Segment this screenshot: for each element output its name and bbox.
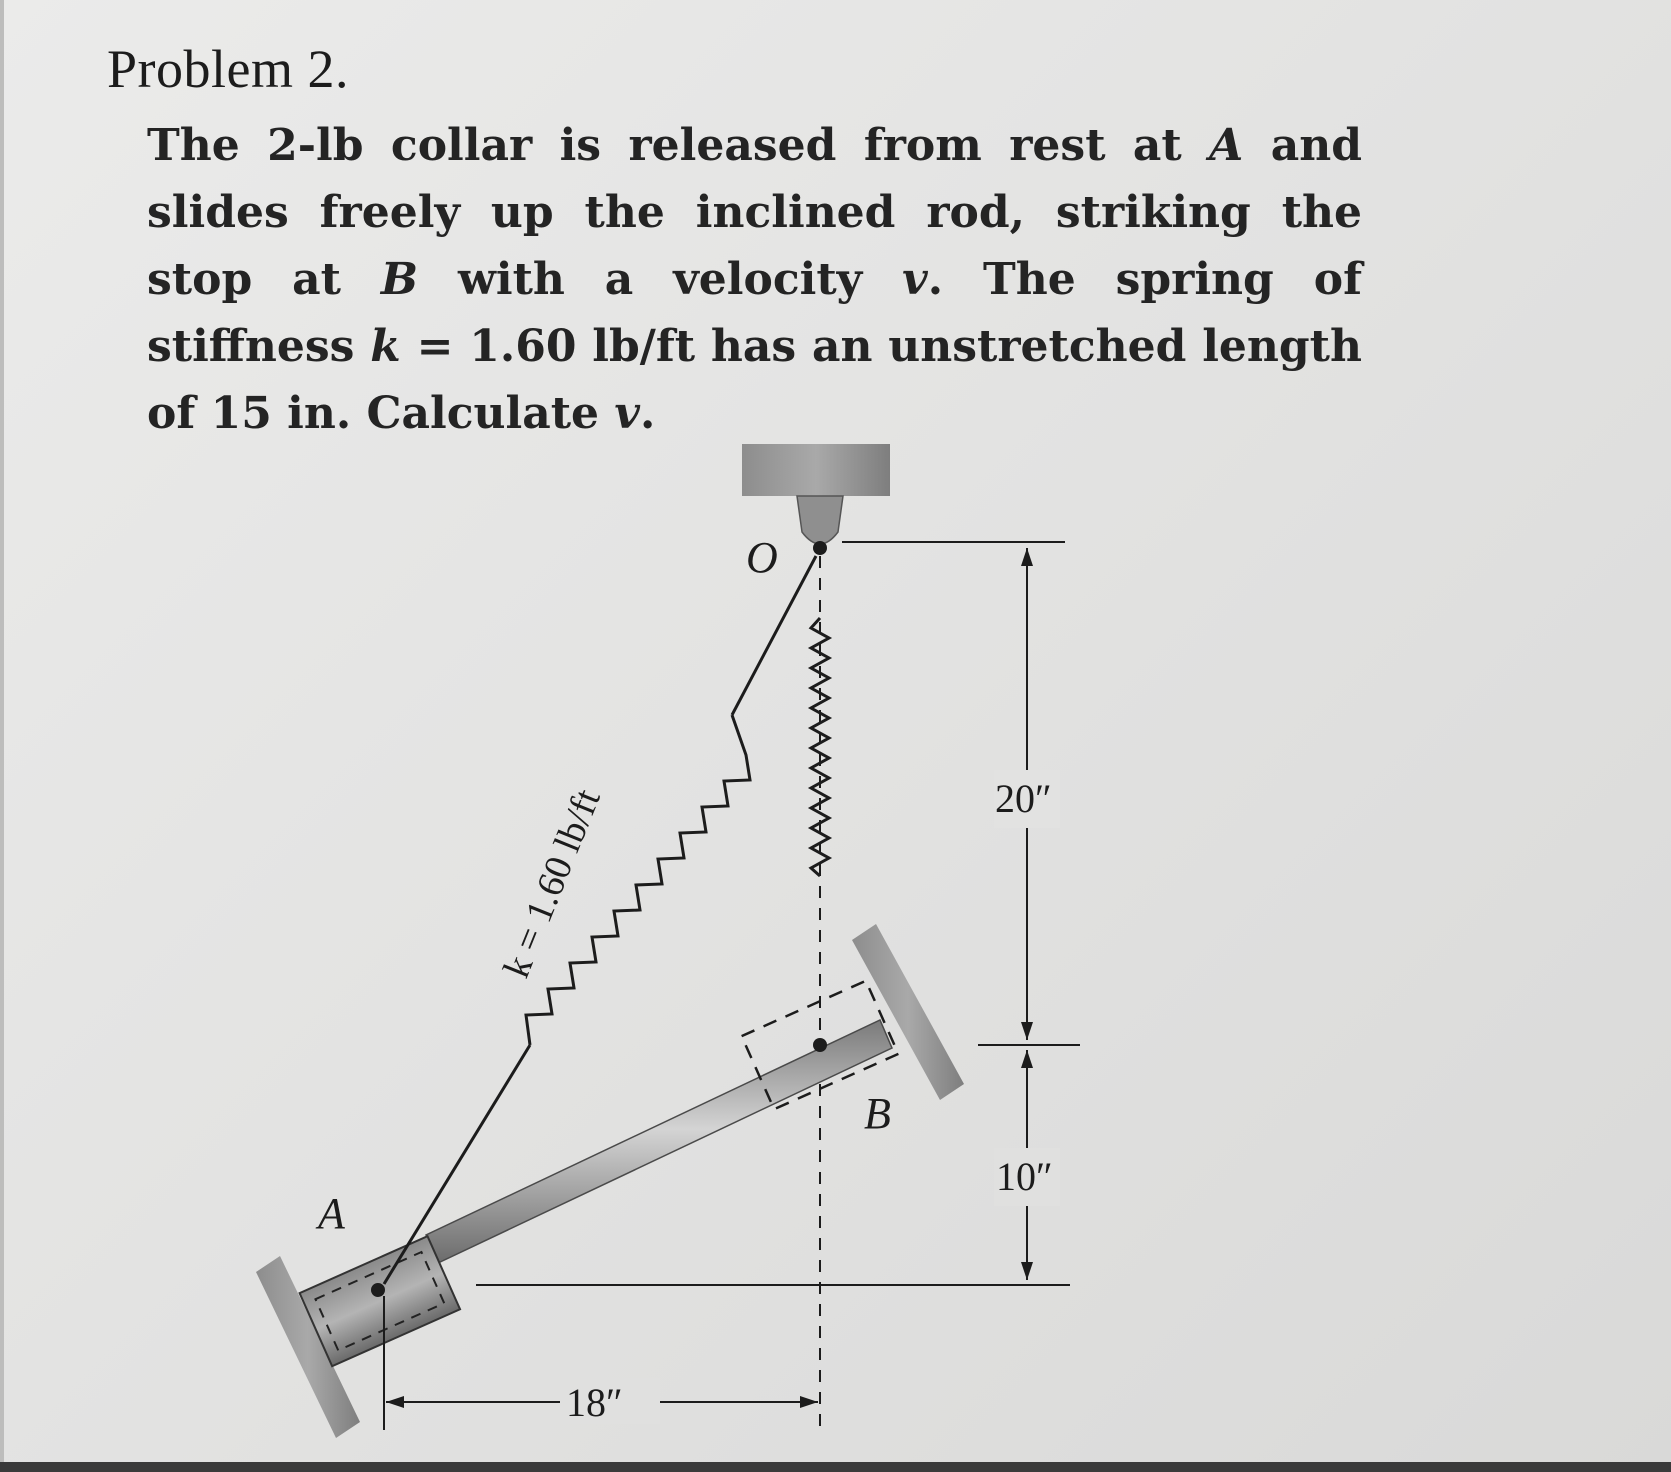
- arrowhead: [1021, 1262, 1033, 1280]
- dimension-label-20: 20″: [995, 776, 1052, 821]
- ceiling-support: [742, 444, 890, 496]
- inclined-rod: [426, 1020, 892, 1263]
- arrowhead: [386, 1396, 404, 1408]
- arrowhead: [1021, 548, 1033, 566]
- statement-text: = 1.60 lb/ft has an unstretched length of 15 in. Calculate: [147, 321, 1362, 439]
- arrowhead: [1021, 1050, 1033, 1068]
- symbol-k: k: [370, 321, 401, 372]
- statement-text: with a velocity: [418, 254, 903, 305]
- spring-stiffness-label: k = 1.60 lb/ft: [495, 783, 609, 984]
- collar-B-center: [813, 1038, 827, 1052]
- symbol-v: v: [614, 388, 640, 439]
- symbol-A: A: [1209, 120, 1244, 171]
- stop-wall-B: [852, 924, 964, 1100]
- pivot-bracket: [797, 496, 843, 544]
- label-O: O: [746, 533, 778, 582]
- arrowhead: [800, 1396, 818, 1408]
- dimension-label-10: 10″: [996, 1154, 1053, 1199]
- label-B: B: [864, 1089, 891, 1138]
- statement-text: . The spring of stiffness: [147, 254, 1362, 372]
- statement-text: The 2-lb collar is released from rest at: [147, 120, 1210, 171]
- collar-A-center: [371, 1283, 385, 1297]
- dimension-label-18: 18″: [566, 1380, 623, 1425]
- collar-A: [300, 1236, 460, 1366]
- label-A: A: [318, 1189, 345, 1238]
- spring-at-B: [811, 618, 829, 876]
- pivot-O: [813, 541, 827, 555]
- statement-text: .: [639, 388, 656, 439]
- problem-title: Problem 2.: [107, 39, 349, 99]
- statement-text: and slides freely up the inclined rod, striking the stop at: [147, 120, 1362, 305]
- arrowhead: [1021, 1022, 1033, 1040]
- symbol-B: B: [380, 254, 419, 305]
- symbol-v: v: [902, 254, 928, 305]
